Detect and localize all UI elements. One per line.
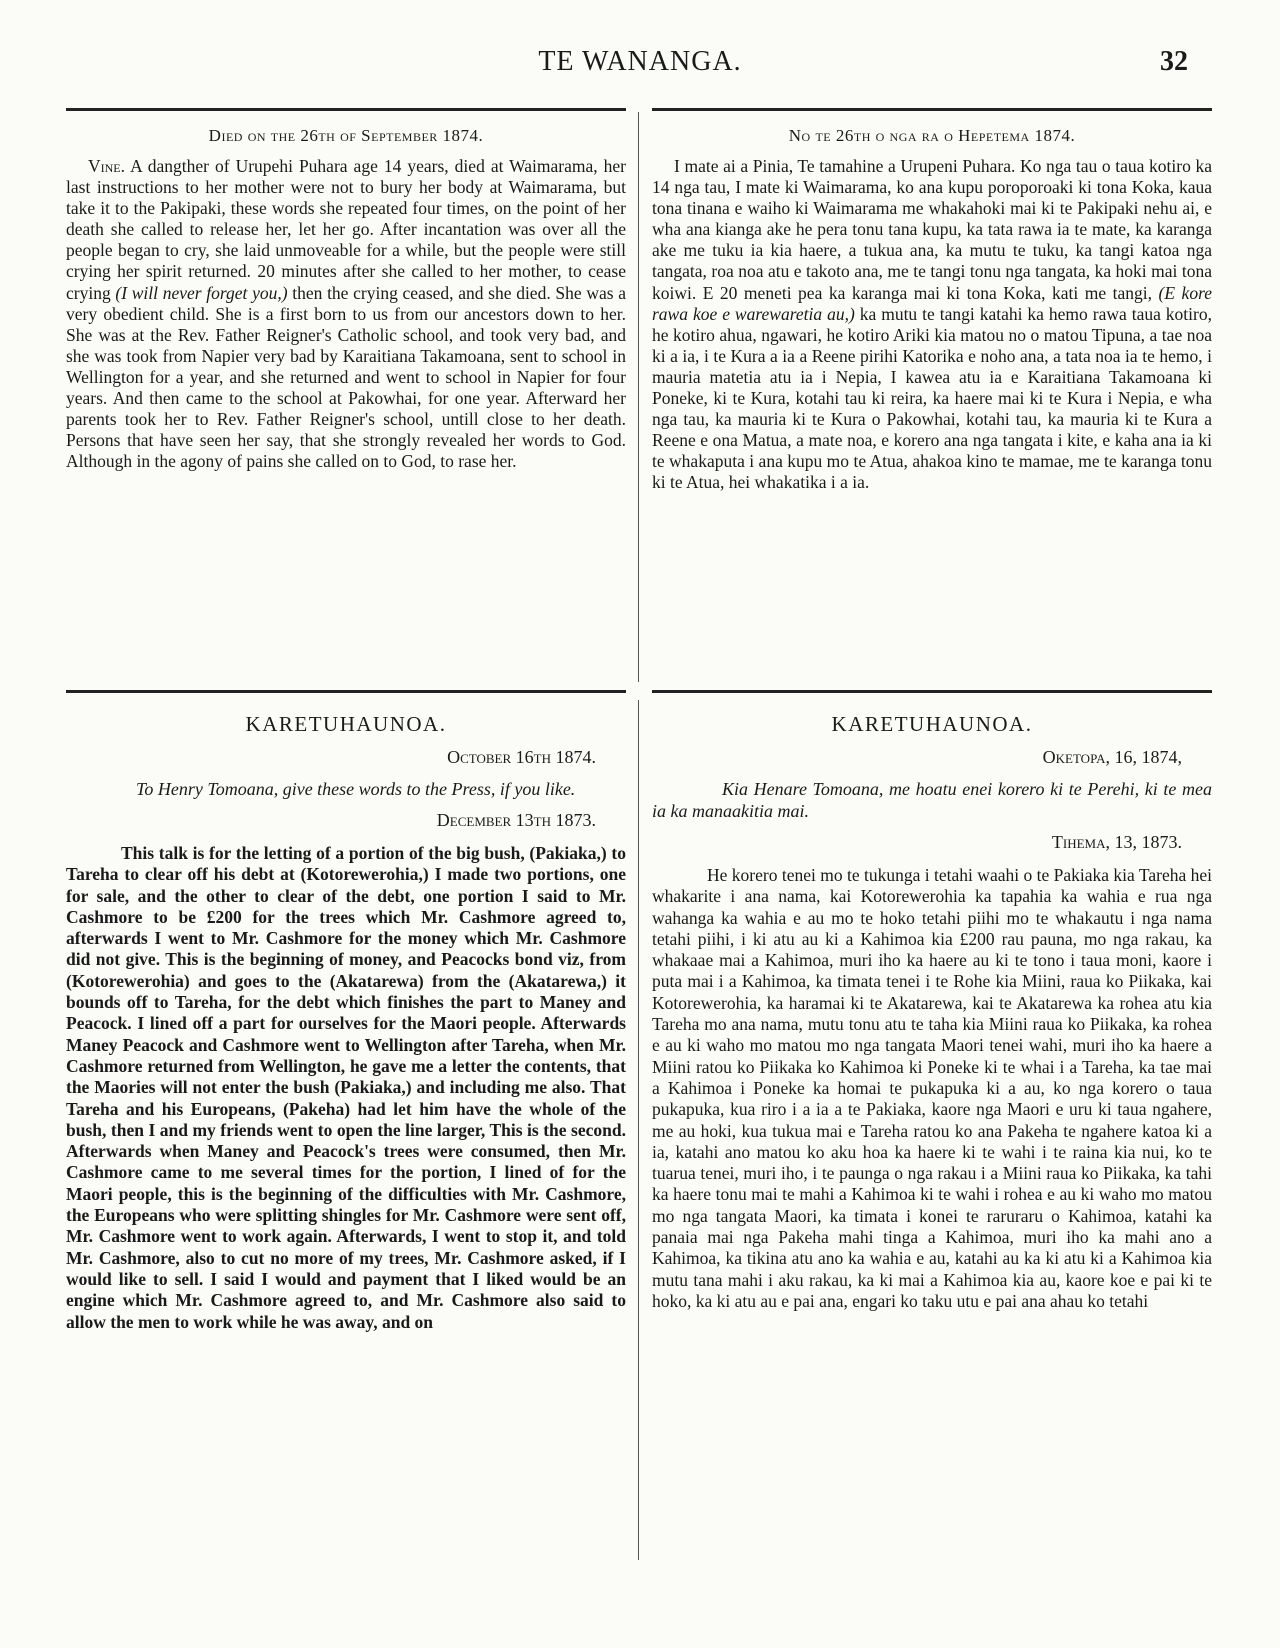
- letter-maori-heading: KARETUHAUNOA.: [831, 712, 1033, 736]
- letter-maori-body: He korero tenei mo te tukunga i tetahi waahi o te Pakiaka kia Tareha hei whakarite i ana nama, kai Kotorewerohia ka tapahia ka wahia e rua nga wahanga ka wahia e au mo te hoko tetahi piihi mo te whakautu i nga nama tetahi piihi, i ki atu au ki a Kahimoa kia £200 rau pauna, mo nga rakau, ka whakaae mai a Kahimoa, muri iho ka haere au ki te tono i taua moni, kaore i puta mai i a Kahimoa, ka timata tenei i te Rohe kia Miini, raua ko Piikaka, kai Kotorewerohia, ka haramai ki te Akatarewa, kai te Akatarewa ka rohea atu kia Tareha mo ana nama, mutu tonu atu te taha kia Miini raua ko Piikaka, ka rohea e au ki waho mo matou mo nga tangata Maori tenei wahi, muri iho ka haere a Miini ratou ko Piikaka ko Kahimoa ki Poneke ki te whai i a Tareha, ka tae mai a Kahimoa i Poneke ka homai te pukapuka ki a au, ko nga korero o taua pukapuka, kua riro i a ia a te Pakiaka, kaore nga Maori e uru ki taua ngahere, me au hoki, kua tukua mai e Tareha ratou ko ana Pakeha te ngahere katoa ki a ia, katahi ano matou ko aku hoa ka haere ki te wahi i te raina kia nui, ko te tuarua tenei, muri iho, i te paunga o nga rakau i a Miini raua ko Piikaka, ka tahi ka haere tonu mai te mahi a Kahimoa ki te wahi i rohea e au ki waho mo matou mo nga tangata Maori, ka timata i konei te raruraru o Kahimoa, katahi ka panaia mai nga Pakeha mahi tinga a Kahimoa, muri iho ka mahi ano a Kahimoa, ka tikina atu ano ka wahia e au, katahi au ka ki atu ki a Kahimoa kia mutu tana mahi i aku rakau, ka ki mai a Kahimoa kia au, kaore koe e pai ki te hoko, ka ki atu au e pai ana, engari ko taku utu e pai ana ahau ko tetahi: [652, 865, 1212, 1311]
- obituary-english-heading: Died on the 26th of September 1874.: [208, 126, 484, 145]
- masthead: [0, 46, 1280, 86]
- top-rule-right: [652, 108, 1212, 111]
- newspaper-title: TE WANANGA.: [538, 46, 742, 77]
- letter-maori-date: Oketopa, 16, 1874,: [1042, 747, 1182, 767]
- letter-english-heading: KARETUHAUNOA.: [245, 712, 447, 736]
- column-divider-top: [638, 112, 639, 682]
- obituary-english: [66, 126, 626, 472]
- letter-english: [66, 712, 626, 1333]
- mid-rule-left: [66, 690, 626, 693]
- obituary-english-name: Vine.: [88, 156, 126, 176]
- letter-maori-date2: Tihema, 13, 1873.: [1051, 832, 1182, 852]
- top-rule-left: [66, 108, 626, 111]
- obituary-english-quote: (I will never forget you,): [115, 282, 288, 303]
- page-number: 32: [1160, 46, 1188, 77]
- obituary-maori-heading: No te 26th o nga ra o Hepetema 1874.: [788, 126, 1076, 145]
- letter-english-date2: December 13th 1873.: [436, 810, 596, 830]
- letter-english-note: To Henry Tomoana, give these words to the Press, if you like.: [136, 779, 576, 799]
- obituary-maori-body: I mate ai a Pinia, Te tamahine a Urupeni Puhara. Ko nga tau o taua kotiro ka 14 nga tau, I mate ki Waimarama, ko ana kupu poroporoaki ki tona Koka, kaua tona tinana e waiho ki Waimarama me whakahoki mai ki te Pakipaki nehu ai, e wha ana kianga ake he pera tonu tana kupu, ka tata rawa ia te mate, ka karanga ake me tuku ia kia haere, a tukua ana, ka mutu te tuku, ka tangi katoa nga tangata, roa noa atu e takoto ana, me te tangi tonu nga tangata, ka hoki mai tona koiwi. E 20 meneti pea ka karanga mai ki tona Koka, kati me tangi, (E kore rawa koe e warewaretia au,) ka mutu te tangi katahi ka hemo rawa taua kotiro, he kotiro ahua, ngawari, he kotiro Ariki kia matou no o matou Tipuna, a tae noa ki a ia, i te Kura a ia a Reene pirihi Katorika e noho ana, a tata noa ia te hemo, i mauria matetia atu ia i Nepia, I kawea atu ia e Karaitiana Takamoana ki Poneke, ki te Kura, kotahi tau ki reira, ka haere mai ki te Kura i Nepia, e wha nga tau, ka mauria ki te Kura o Pakowhai, kotahi tau, ka mauria ki te Kura a Reene e ona Matua, a mate noa, e korero ana nga tangata i kite, e kaha ana ia ki te whakaputa i ana kupu mo te Atua, ahakoa kino te mamae, me te karanga tonu ki te Atua, hei whakatika i a ia.: [652, 156, 1212, 493]
- mid-rule-right: [652, 690, 1212, 693]
- letter-english-body: This talk is for the letting of a portion of the big bush, (Pakiaka,) to Tareha to clear off his debt at (Kotorewerohia,) I made two portions, one for sale, and the other to clear of the debt, one portion I said to Mr. Cashmore to be £200 for the trees which Mr. Cashmore agreed to, afterwards I went to Mr. Cashmore for the money which Mr. Cashmore did not give. This is the beginning of money, and Peacocks bond viz, from (Kotorewerohia) and goes to the (Akatarewa) from the (Akatarewa,) it bounds off to Tareha, for the debt which finishes the part to Maney and Peacock. I lined off a part for ourselves for the Maori people. Afterwards Maney Peacock and Cashmore went to Wellington after Tareha, when Mr. Cashmore returned from Wellington, he gave me a letter the contents, that the Maories will not enter the bush (Pakiaka,) and including me also. That Tareha and his Europeans, (Pakeha) had let him have the whole of the bush, then I and my friends went to open the line larger, This is the second. Afterwards when Maney and Peacock's trees were consumed, then Mr. Cashmore came to me several times for the portion, I lined of for the Maori people, this is the beginning of the difficulties with Mr. Cashmore, the Europeans who were splitting shingles for Mr. Cashmore were sent off, Mr. Cashmore went to work again. Afterwards, I went to stop it, and told Mr. Cashmore, also to cut no more of my trees, Mr. Cashmore asked, if I would like to sell. I said I would and payment that I liked would be an engine which Mr. Cashmore agreed to, and Mr. Cashmore also said to allow the men to work while he was away, and on: [66, 843, 626, 1332]
- letter-english-date: October 16th 1874.: [447, 747, 596, 767]
- obituary-maori-quote: (E kore rawa koe e warewaretia au,): [652, 282, 1212, 324]
- obituary-english-body: Vine. A dangther of Urupehi Puhara age 14 years, died at Waimarama, her last instructions to her mother were not to bury her body at Waimarama, but take it to the Pakipaki, these words she repeated four times, on the point of her death she called to release her, let her go. After incantation was over all the people began to cry, she laid unmoveable for a while, but the people were still crying her spirit returned. 20 minutes after she called to her mother, to cease crying (I will never forget you,) then the crying ceased, and she died. She was a very obedient child. She is a first born to us from our ancestors down to her. She was at the Rev. Father Reigner's Catholic school, and took very bad, and she was took from Napier very bad by Karaitiana Takamoana, sent to school in Wellington for a year, and she returned and went to school in Napier for four years. And then came to the school at Pakowhai, for one year. Afterward her parents took her to Rev. Father Reigner's school, untill close to her death. Persons that have seen her say, that she strongly revealed her words to God. Although in the agony of pains she called on to God, to rase her.: [66, 156, 626, 472]
- column-divider-bottom: [638, 700, 639, 1560]
- letter-maori-note: Kia Henare Tomoana, me hoatu enei korero ki te Perehi, ki te mea ia ka manaakitia mai.: [652, 779, 1212, 821]
- obituary-maori: [652, 126, 1212, 494]
- letter-maori: [652, 712, 1212, 1312]
